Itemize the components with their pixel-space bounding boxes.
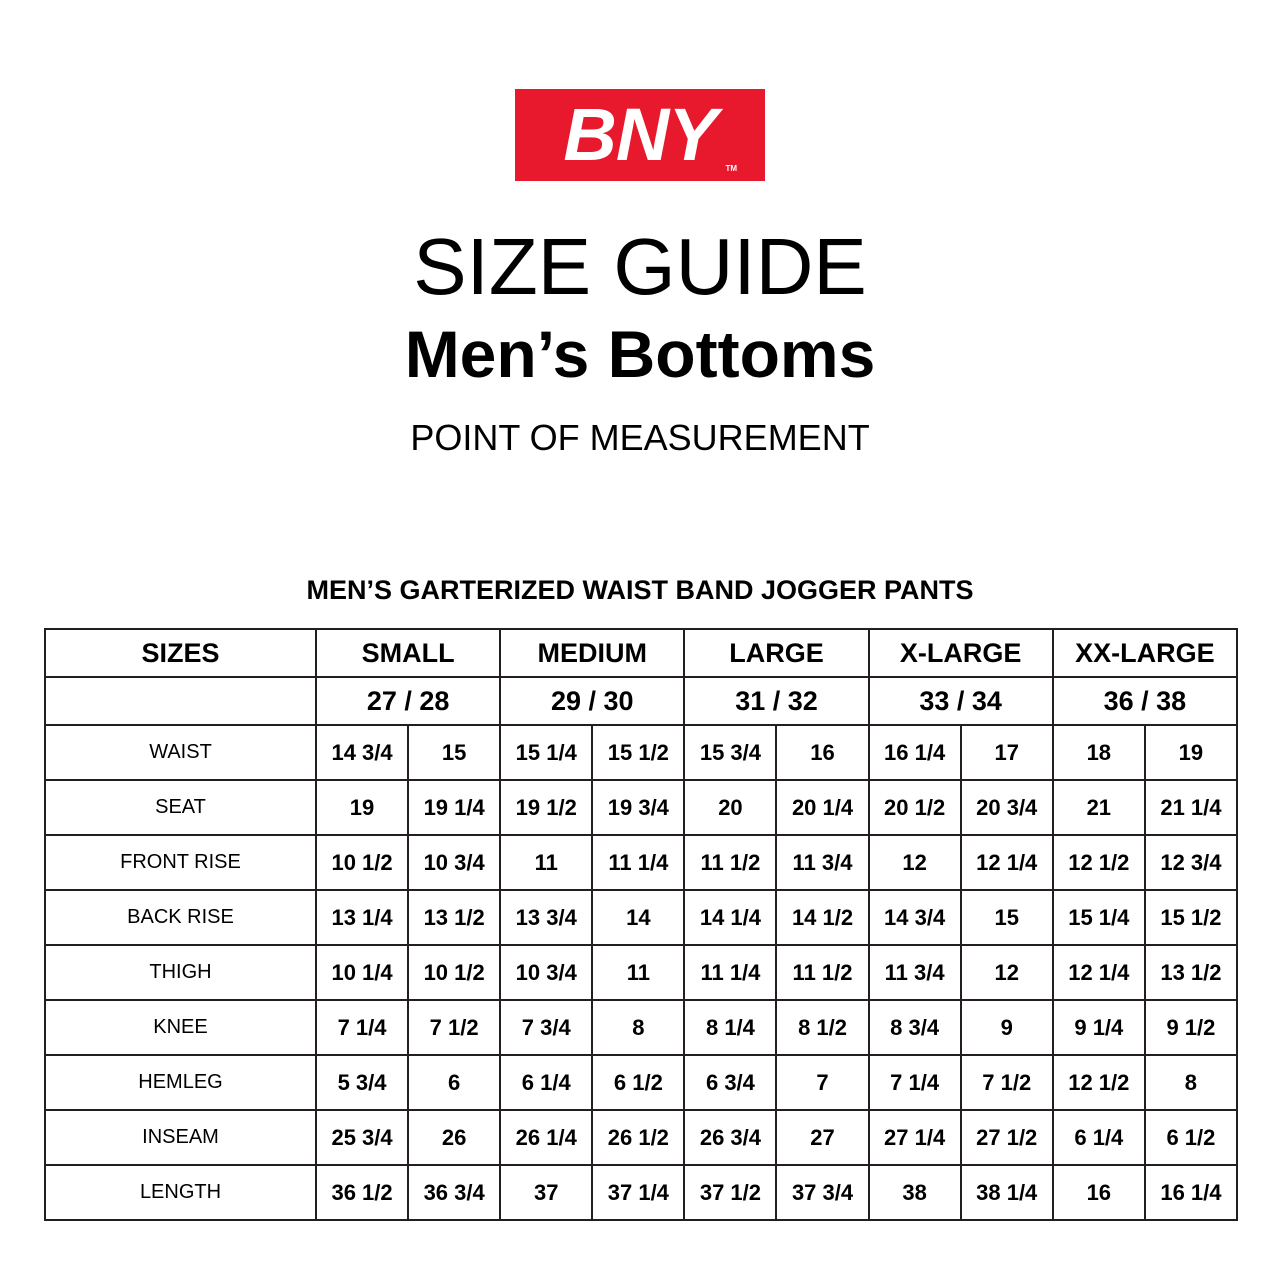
measurement-value: 8 <box>1145 1055 1237 1110</box>
measurement-value: 37 3/4 <box>776 1165 868 1220</box>
measurement-row-seat <box>45 780 1237 835</box>
measurement-value: 27 <box>776 1110 868 1165</box>
measurement-value: 13 3/4 <box>500 890 592 945</box>
measurement-value: 6 1/4 <box>500 1055 592 1110</box>
page-title: SIZE GUIDE <box>413 222 867 311</box>
measurement-value: 6 3/4 <box>684 1055 776 1110</box>
measurement-value: 7 1/2 <box>961 1055 1053 1110</box>
size-chart-table <box>44 628 1238 1221</box>
measurement-value: 10 3/4 <box>500 945 592 1000</box>
measurement-value: 10 1/4 <box>316 945 408 1000</box>
size-range-cell: 31 / 32 <box>684 677 868 725</box>
measurement-value: 38 1/4 <box>961 1165 1053 1220</box>
measurement-value: 15 <box>408 725 500 780</box>
measurement-value: 16 <box>776 725 868 780</box>
measurement-value: 6 1/2 <box>1145 1110 1237 1165</box>
measurement-label: WAIST <box>45 725 316 780</box>
point-of-measurement-label: POINT OF MEASUREMENT <box>410 417 870 458</box>
measurement-value: 10 1/2 <box>316 835 408 890</box>
measurement-value: 13 1/2 <box>1145 945 1237 1000</box>
measurement-value: 37 1/2 <box>684 1165 776 1220</box>
measurement-row-thigh <box>45 945 1237 1000</box>
measurement-value: 10 3/4 <box>408 835 500 890</box>
measurement-value: 19 1/2 <box>500 780 592 835</box>
measurement-value: 26 1/4 <box>500 1110 592 1165</box>
measurement-value: 20 <box>684 780 776 835</box>
size-name-row <box>45 629 1237 677</box>
measurement-value: 7 3/4 <box>500 1000 592 1055</box>
logo-text: BNY <box>563 93 717 176</box>
measurement-value: 15 1/2 <box>1145 890 1237 945</box>
measurement-value: 12 <box>869 835 961 890</box>
measurement-row-inseam <box>45 1110 1237 1165</box>
measurement-value: 20 1/4 <box>776 780 868 835</box>
size-range-row <box>45 677 1237 725</box>
measurement-value: 37 1/4 <box>592 1165 684 1220</box>
measurement-value: 38 <box>869 1165 961 1220</box>
measurement-label: KNEE <box>45 1000 316 1055</box>
measurement-value: 13 1/2 <box>408 890 500 945</box>
size-name-cell: MEDIUM <box>500 629 684 677</box>
size-name-cell: X-LARGE <box>869 629 1053 677</box>
measurement-value: 9 1/2 <box>1145 1000 1237 1055</box>
measurement-value: 15 1/4 <box>1053 890 1145 945</box>
empty-header-cell <box>45 677 316 725</box>
measurement-value: 6 1/4 <box>1053 1110 1145 1165</box>
measurement-value: 19 <box>316 780 408 835</box>
measurement-value: 12 1/4 <box>961 835 1053 890</box>
measurement-value: 21 1/4 <box>1145 780 1237 835</box>
measurement-value: 15 3/4 <box>684 725 776 780</box>
measurement-value: 11 1/4 <box>684 945 776 1000</box>
measurement-label: INSEAM <box>45 1110 316 1165</box>
measurement-value: 7 <box>776 1055 868 1110</box>
measurement-value: 9 1/4 <box>1053 1000 1145 1055</box>
measurement-value: 9 <box>961 1000 1053 1055</box>
measurement-value: 18 <box>1053 725 1145 780</box>
measurement-value: 19 <box>1145 725 1237 780</box>
measurement-value: 27 1/2 <box>961 1110 1053 1165</box>
measurement-value: 11 3/4 <box>869 945 961 1000</box>
measurement-value: 12 <box>961 945 1053 1000</box>
measurement-value: 14 1/4 <box>684 890 776 945</box>
brand-logo <box>515 89 765 181</box>
measurement-value: 12 1/2 <box>1053 835 1145 890</box>
size-name-cell: SMALL <box>316 629 500 677</box>
measurement-value: 7 1/4 <box>869 1055 961 1110</box>
measurement-value: 13 1/4 <box>316 890 408 945</box>
measurement-value: 19 3/4 <box>592 780 684 835</box>
measurement-value: 26 3/4 <box>684 1110 776 1165</box>
measurement-row-waist <box>45 725 1237 780</box>
measurement-value: 11 1/2 <box>776 945 868 1000</box>
measurement-value: 14 3/4 <box>869 890 961 945</box>
measurement-value: 17 <box>961 725 1053 780</box>
measurement-value: 27 1/4 <box>869 1110 961 1165</box>
size-range-cell: 33 / 34 <box>869 677 1053 725</box>
measurement-value: 11 1/4 <box>592 835 684 890</box>
measurement-value: 15 <box>961 890 1053 945</box>
measurement-label: BACK RISE <box>45 890 316 945</box>
measurement-row-length <box>45 1165 1237 1220</box>
measurement-value: 10 1/2 <box>408 945 500 1000</box>
measurement-value: 12 1/4 <box>1053 945 1145 1000</box>
measurement-value: 20 1/2 <box>869 780 961 835</box>
measurement-label: SEAT <box>45 780 316 835</box>
measurement-value: 36 1/2 <box>316 1165 408 1220</box>
measurement-value: 21 <box>1053 780 1145 835</box>
measurement-value: 19 1/4 <box>408 780 500 835</box>
measurement-value: 16 1/4 <box>869 725 961 780</box>
measurement-row-hemleg <box>45 1055 1237 1110</box>
measurement-value: 6 <box>408 1055 500 1110</box>
measurement-value: 6 1/2 <box>592 1055 684 1110</box>
measurement-value: 7 1/2 <box>408 1000 500 1055</box>
measurement-row-knee <box>45 1000 1237 1055</box>
measurement-value: 12 3/4 <box>1145 835 1237 890</box>
measurement-value: 26 1/2 <box>592 1110 684 1165</box>
measurement-value: 36 3/4 <box>408 1165 500 1220</box>
measurement-value: 8 1/4 <box>684 1000 776 1055</box>
measurement-value: 15 1/2 <box>592 725 684 780</box>
measurement-value: 37 <box>500 1165 592 1220</box>
table-title: MEN’S GARTERIZED WAIST BAND JOGGER PANTS <box>306 575 974 605</box>
measurement-value: 11 <box>500 835 592 890</box>
logo-trademark: TM <box>725 164 737 173</box>
measurement-label: LENGTH <box>45 1165 316 1220</box>
measurement-value: 20 3/4 <box>961 780 1053 835</box>
measurement-label: THIGH <box>45 945 316 1000</box>
size-range-cell: 36 / 38 <box>1053 677 1237 725</box>
size-range-cell: 27 / 28 <box>316 677 500 725</box>
measurement-value: 8 3/4 <box>869 1000 961 1055</box>
measurement-value: 14 1/2 <box>776 890 868 945</box>
measurement-value: 11 <box>592 945 684 1000</box>
measurement-value: 12 1/2 <box>1053 1055 1145 1110</box>
size-name-cell: LARGE <box>684 629 868 677</box>
measurement-value: 8 <box>592 1000 684 1055</box>
measurement-label: FRONT RISE <box>45 835 316 890</box>
sizes-header-cell: SIZES <box>45 629 316 677</box>
measurement-value: 15 1/4 <box>500 725 592 780</box>
measurement-row-front-rise <box>45 835 1237 890</box>
measurement-value: 11 1/2 <box>684 835 776 890</box>
measurement-value: 26 <box>408 1110 500 1165</box>
measurement-value: 14 3/4 <box>316 725 408 780</box>
measurement-value: 5 3/4 <box>316 1055 408 1110</box>
size-range-cell: 29 / 30 <box>500 677 684 725</box>
measurement-value: 16 1/4 <box>1145 1165 1237 1220</box>
page-subtitle: Men’s Bottoms <box>404 317 876 391</box>
measurement-label: HEMLEG <box>45 1055 316 1110</box>
measurement-row-back-rise <box>45 890 1237 945</box>
measurement-value: 11 3/4 <box>776 835 868 890</box>
size-name-cell: XX-LARGE <box>1053 629 1237 677</box>
measurement-value: 16 <box>1053 1165 1145 1220</box>
measurement-value: 8 1/2 <box>776 1000 868 1055</box>
measurement-value: 25 3/4 <box>316 1110 408 1165</box>
measurement-value: 7 1/4 <box>316 1000 408 1055</box>
measurement-value: 14 <box>592 890 684 945</box>
